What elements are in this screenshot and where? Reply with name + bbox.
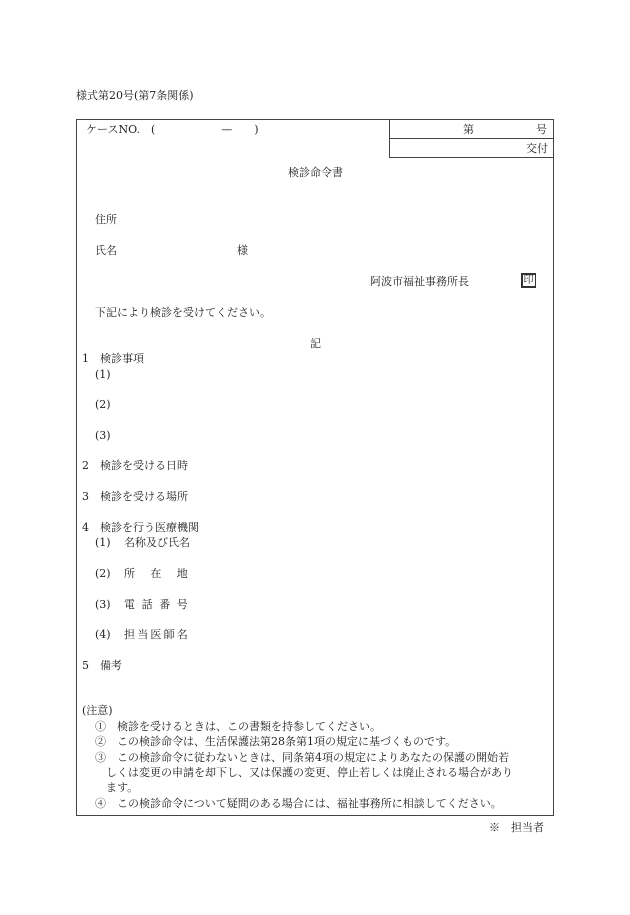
note-2: ② この検診命令は、生活保護法第28条第1項の規定に基づくものです。 [95, 735, 457, 748]
note-1: ① 検診を受けるときは、この書類を持参してください。 [95, 720, 381, 733]
item-1-sub-3: (3) [95, 429, 111, 442]
document-number-suffix: 号 [536, 123, 547, 136]
item-1-sub-2: (2) [95, 398, 111, 411]
note-3-line-3: ます。 [106, 781, 139, 794]
seal-text: 印 [523, 275, 534, 286]
note-4: ④ この検診命令について疑問のある場合には、福祉事務所に相談してください。 [95, 797, 502, 810]
note-3-line-1: ③ この検診命令に従わないときは、同条第4項の規定によりあなたの保護の開始若 [95, 751, 509, 764]
issued-label: 交付 [526, 142, 548, 155]
item-2-exam-datetime: 2 検診を受ける日時 [82, 459, 188, 472]
form-number-label: 様式第20号(第7条関係) [76, 89, 194, 102]
institution-doctor-label: 担当医師名 [124, 628, 190, 641]
instruction-text: 下記により検診を受けてください。 [95, 306, 271, 319]
name-label: 氏名 [95, 244, 117, 257]
note-3-line-2: しくは変更の申請を却下し、又は保護の変更、停止若しくは廃止される場合があり [106, 766, 513, 779]
document-number-prefix: 第 [463, 123, 474, 136]
institution-name-label: 名称及び氏名 [124, 536, 190, 549]
notes-heading: (注意) [82, 704, 113, 717]
document-title: 検診命令書 [288, 166, 343, 179]
case-number-field[interactable]: ケースNO. ( — ) [86, 123, 259, 136]
seal-stamp [521, 273, 536, 288]
person-in-charge-label: ※ 担当者 [489, 821, 544, 834]
item-3-exam-place: 3 検診を受ける場所 [82, 490, 188, 503]
institution-sub-2-num: (2) [95, 567, 111, 580]
institution-sub-4-num: (4) [95, 628, 111, 641]
item-1-exam-matters: 1 検診事項 [82, 352, 144, 365]
ki-heading: 記 [310, 337, 321, 350]
institution-phone-label: 電話番号 [124, 598, 195, 611]
institution-location-label: 所在地 [124, 567, 204, 580]
item-5-remarks: 5 備考 [82, 659, 122, 672]
institution-sub-3-num: (3) [95, 598, 111, 611]
header-divider-middle [389, 138, 554, 139]
honorific-sama: 様 [237, 244, 248, 257]
address-label: 住所 [95, 213, 117, 226]
institution-sub-1-num: (1) [95, 536, 111, 549]
item-1-sub-1: (1) [95, 368, 111, 381]
issuer-name: 阿波市福祉事務所長 [370, 275, 469, 288]
header-divider-bottom [389, 157, 554, 158]
item-4-medical-institution: 4 検診を行う医療機関 [82, 521, 199, 534]
